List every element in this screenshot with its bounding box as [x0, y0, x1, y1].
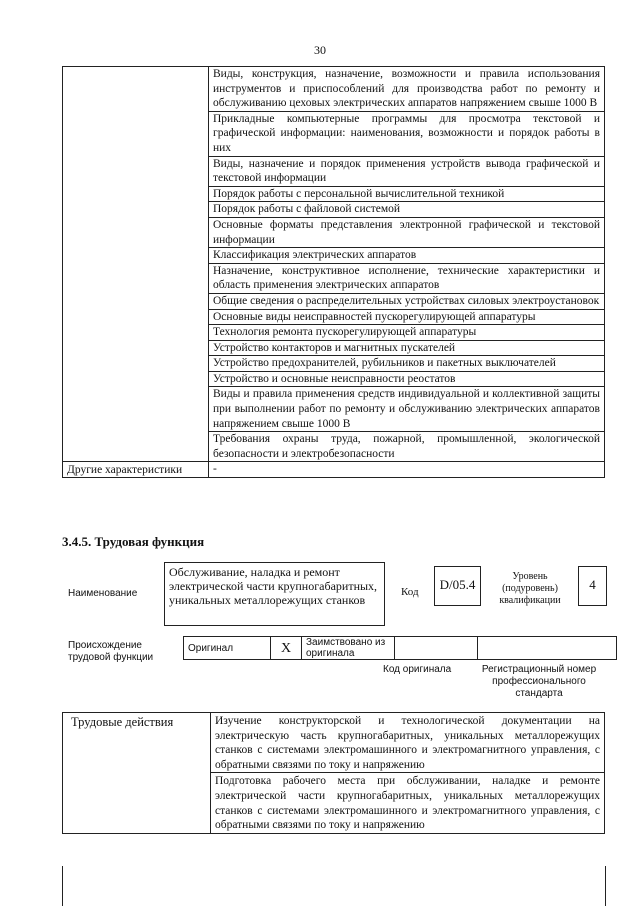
code-original-cell: [395, 637, 478, 660]
knowledge-text: Порядок работы с персональной вычислительной техникой: [213, 187, 505, 200]
knowledge-text: Общие сведения о распределительных устройствах силовых электроустановок: [213, 294, 600, 307]
knowledge-text: Прикладные компьютерные программы для просмотра текстовой и графической информации: наименования, возможности и порядок работы в них: [213, 112, 600, 154]
knowledge-text: Классификация электрических аппаратов: [213, 249, 417, 262]
knowledge-right-cell: [209, 186, 605, 202]
knowledge-text: Виды, конструкция, назначение, возможности и правила использования инструментов и приспособлений для производства работ по ремонту и обслуживанию цеховых электрических аппаратов напряжением свыше 1000 В: [213, 68, 600, 110]
origin-table: [183, 636, 617, 660]
knowledge-text: Устройство и основные неисправности реостатов: [213, 372, 456, 385]
knowledge-text: Устройство контакторов и магнитных пускателей: [213, 341, 456, 354]
knowledge-left-cell: [63, 67, 209, 462]
table-right-border: [605, 866, 606, 906]
knowledge-right-cell: [209, 325, 605, 341]
original-mark: X: [271, 637, 302, 660]
code-label: Код: [401, 586, 419, 598]
name-label: Наименование: [68, 588, 138, 599]
knowledge-text: Виды, назначение и порядок применения устройств вывода графической и текстовой информации: [213, 157, 600, 185]
knowledge-right-cell: [209, 202, 605, 218]
knowledge-left-cell: Другие характеристики: [63, 462, 209, 478]
labor-action-row: [211, 713, 605, 773]
knowledge-right-cell: [209, 432, 605, 462]
labor-actions-table: [62, 712, 605, 834]
page-number: 30: [314, 43, 326, 57]
labor-action-text: Подготовка рабочего места при обслуживании, наладке и ремонте электрической части крупногабаритных, уникальных металлорежущих станков с системами электромашинного и электромагнитного управления, с обратными связями по току и напряжению: [215, 775, 600, 832]
reg-number-cell: [478, 637, 617, 660]
level-value: 4: [578, 566, 607, 606]
knowledge-right-cell: [209, 263, 605, 293]
knowledge-text: Назначение, конструктивное исполнение, технические характеристики и область применения электрических аппаратов: [213, 264, 600, 292]
knowledge-right-cell: [209, 309, 605, 325]
knowledge-right-cell: [209, 67, 605, 112]
knowledge-text: -: [213, 463, 217, 476]
function-name-value: Обслуживание, наладка и ремонт электрической части крупногабаритных, уникальных металлорежущих станков: [169, 565, 378, 607]
section-heading: 3.4.5. Трудовая функция: [62, 534, 205, 549]
knowledge-text: Основные виды неисправностей пускорегулирующей аппаратуры: [213, 310, 536, 323]
level-label: Уровень (подуровень) квалификации: [499, 571, 561, 606]
knowledge-right-cell: [209, 340, 605, 356]
knowledge-row: [63, 462, 605, 478]
knowledge-right-cell: [209, 371, 605, 387]
original-label: Оригинал: [184, 637, 271, 660]
knowledge-right-cell: [209, 248, 605, 264]
table-left-border: [62, 866, 63, 906]
labor-actions-label: Трудовые действия: [63, 713, 211, 834]
knowledge-table: [62, 66, 605, 478]
knowledge-right-cell: [209, 462, 605, 478]
code-value: D/05.4: [434, 566, 481, 606]
knowledge-text: Технология ремонта пускорегулирующей аппаратуры: [213, 326, 477, 339]
borrowed-label: Заимствовано из оригинала: [302, 637, 395, 660]
labor-action-row: [211, 773, 605, 833]
knowledge-right-cell: [209, 356, 605, 372]
knowledge-text: Требования охраны труда, пожарной, промышленной, экологической безопасности и электробезопасности: [213, 433, 600, 460]
knowledge-text: Порядок работы с файловой системой: [213, 203, 401, 216]
knowledge-text: Основные форматы представления электронной графической и текстовой информации: [213, 218, 600, 246]
knowledge-right-cell: [209, 387, 605, 432]
labor-action-text: Изучение конструкторской и технологической документации на электрическую часть крупногабаритных, уникальных металлорежущих станков с системами электромашинного и электромагнитного управления, с обратными связями по току и напряжению: [215, 715, 600, 771]
knowledge-right-cell: [209, 111, 605, 156]
knowledge-right-cell: [209, 217, 605, 247]
knowledge-text: Устройство предохранителей, рубильников и пакетных выключателей: [213, 357, 556, 370]
knowledge-text: Виды и правила применения средств индивидуальной и коллективной защиты при выполнении работ по ремонту и обслуживанию электрических аппаратов напряжением свыше 1000 В: [213, 388, 600, 430]
code-original-caption: Код оригинала: [383, 664, 452, 675]
function-name-box: [164, 562, 385, 626]
knowledge-right-cell: [209, 293, 605, 309]
knowledge-row: [63, 67, 605, 112]
reg-number-caption: Регистрационный номер профессионального стандарта: [481, 664, 597, 699]
origin-label: Происхождение трудовой функции: [68, 640, 154, 663]
knowledge-right-cell: [209, 156, 605, 186]
